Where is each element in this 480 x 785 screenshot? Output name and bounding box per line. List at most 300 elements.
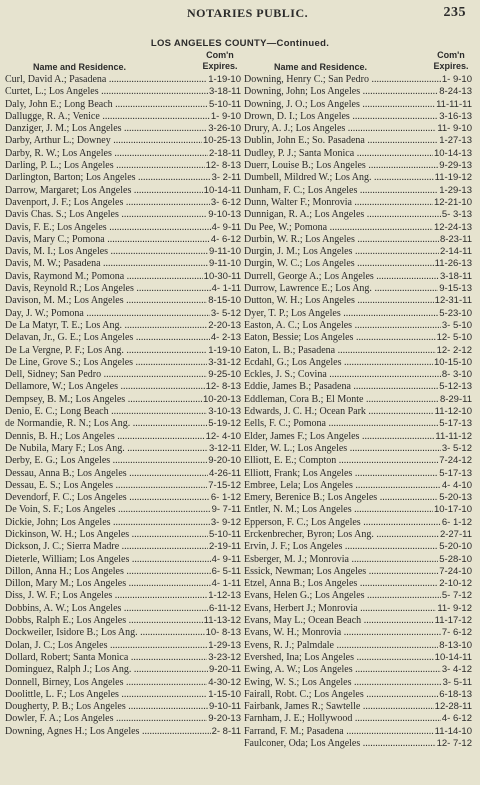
notary-name-residence: De Line, Grove S.; Los Angeles ..... [5, 357, 241, 369]
notary-entry [5, 713, 241, 725]
commission-expires: 1-12-13 [208, 590, 241, 602]
notary-name-residence: Dollard, Robert; Santa Monica ..... [5, 652, 241, 664]
commission-expires: 2-19-11 [208, 541, 241, 553]
commission-expires: 11-11-11 [436, 98, 472, 110]
notary-name-residence: Durgin, J. M.; Los Angeles ..... [244, 246, 472, 258]
commission-expires: 5-17-13 [439, 418, 472, 430]
notary-entry [244, 295, 472, 307]
notary-name-residence: Downing, John; Los Angeles ..... [244, 86, 472, 98]
notary-name-residence: Dyer, T. P.; Los Angeles ..... [244, 308, 472, 320]
commission-expires: 1- 9-10 [210, 110, 241, 122]
commission-expires: 7- 6-12 [441, 627, 472, 639]
notary-entry [244, 541, 472, 553]
notary-entry [5, 246, 241, 258]
commission-expires: 1-29-13 [208, 639, 241, 651]
commission-expires: 3-10-13 [208, 406, 241, 418]
notary-name-residence: Daly, John E.; Long Beach ..... [5, 99, 241, 111]
notary-name-residence: Doolittle, L. F.; Los Angeles ..... [5, 689, 241, 701]
notary-name-residence: Darling, P. L.; Los Angeles ..... [5, 160, 241, 172]
commission-expires: 3- 5-12 [210, 307, 241, 319]
notary-name-residence: Du Pee, W.; Pomona ..... [244, 222, 472, 234]
commission-expires: 6-11-12 [208, 602, 241, 614]
notary-name-residence: Erckenbrecher, Byron; Los Ang. ..... [244, 529, 472, 541]
notary-entry [5, 271, 241, 283]
notary-entry [244, 480, 472, 492]
commission-expires: 3-18-11 [439, 270, 472, 282]
commission-expires: 11-26-13 [434, 258, 472, 270]
notary-entry [5, 517, 241, 529]
notary-entry [244, 529, 472, 541]
notary-name-residence: Dessau, Anna B.; Los Angeles ..... [5, 468, 241, 480]
commission-expires: 9-10-13 [208, 209, 241, 221]
notary-name-residence: Elliott, E. E.; Compton ..... [244, 455, 472, 467]
commission-expires: 3-18-11 [208, 86, 241, 98]
commission-expires: 9-15-13 [439, 283, 472, 295]
commission-expires: 5- 7-12 [441, 590, 472, 602]
commission-expires: 3-31-12 [208, 356, 241, 368]
running-title: NOTARIES PUBLIC. [187, 6, 309, 20]
commission-expires: 4- 4-10 [441, 479, 472, 491]
notary-entry [244, 701, 472, 713]
notary-name-residence: Duerr, Louise B.; Los Angeles ..... [244, 160, 472, 172]
notary-entry [244, 234, 472, 246]
notary-entry [244, 726, 472, 738]
notary-entry [5, 148, 241, 160]
notary-entry [244, 517, 472, 529]
commission-expires: 8- 3-10 [441, 369, 472, 381]
commission-expires: 9-11-10 [208, 258, 241, 270]
commission-expires: 10-15-10 [433, 356, 472, 368]
notary-name-residence: Dempsey, B. M.; Los Angeles ..... [5, 394, 241, 406]
commission-expires: 4- 6-12 [210, 233, 241, 245]
notary-entry [5, 258, 241, 270]
commission-expires: 7-24-12 [439, 455, 472, 467]
commission-expires: 3- 5-11 [442, 676, 472, 688]
notary-name-residence: Dougherty, P. B.; Los Angeles ..... [5, 701, 241, 713]
section-title: LOS ANGELES COUNTY—Continued. [150, 38, 330, 49]
notary-entry [244, 209, 472, 221]
notary-name-residence: Eaton, Bessie; Los Angeles ..... [244, 332, 472, 344]
notary-entry [244, 320, 472, 332]
notary-entry [244, 443, 472, 455]
notary-entry [5, 332, 241, 344]
notary-entry [244, 332, 472, 344]
commission-expires: 12- 8-13 [205, 160, 241, 172]
commission-expires: 4- 2-13 [210, 332, 241, 344]
notary-name-residence: Eells, F. C.; Pomona ..... [244, 418, 472, 430]
notary-entry [5, 726, 241, 738]
notary-name-residence: Donnell, Birney, Los Angeles ..... [5, 677, 241, 689]
notary-name-residence: Darby, R. W.; Los Angeles ..... [5, 148, 241, 160]
notary-name-residence: Epperson, F. C.; Los Angeles ..... [244, 517, 472, 529]
commission-expires: 12- 7-12 [436, 738, 472, 750]
notary-entry [5, 652, 241, 664]
commission-expires: 9-10-11 [208, 701, 241, 713]
notary-entry [5, 320, 241, 332]
commission-expires: 10-14-13 [433, 147, 472, 159]
commission-expires: 10-17-10 [433, 504, 472, 516]
notary-name-residence: Dudley, P. J.; Santa Monica ..... [244, 148, 472, 160]
notary-name-residence: Downing, Agnes H.; Los Angeles ..... [5, 726, 241, 738]
commission-expires: 5-20-10 [439, 541, 472, 553]
notary-name-residence: Evans, W. H.; Monrovia ..... [244, 627, 472, 639]
notary-name-residence: Ewing, A. W.; Los Angeles ..... [244, 664, 472, 676]
notary-entry [5, 541, 241, 553]
notary-name-residence: Dillon, Anna H.; Los Angeles ..... [5, 566, 241, 578]
notary-entry [5, 222, 241, 234]
notary-name-residence: Elder, W. L.; Los Angeles ..... [244, 443, 472, 455]
commission-expires: 9-29-13 [439, 160, 472, 172]
commission-expires: 4-26-11 [208, 467, 241, 479]
commission-expires: 9-25-10 [208, 369, 241, 381]
commission-expires: 2- 8-11 [211, 725, 241, 737]
commission-expires: 3- 9-12 [210, 516, 241, 528]
notary-name-residence: Easton, A. C.; Los Angeles ..... [244, 320, 472, 332]
notary-entry [5, 480, 241, 492]
notary-entry [244, 86, 472, 98]
commission-expires: 3- 6-12 [210, 196, 241, 208]
notary-entry [244, 406, 472, 418]
notary-name-residence: Durrell, George A.; Los Angeles ..... [244, 271, 472, 283]
notary-entry [5, 431, 241, 443]
notary-name-residence: Dowler, F. A.; Los Angeles ..... [5, 713, 241, 725]
commission-expires: 2-20-13 [208, 319, 241, 331]
notary-name-residence: Dellamore, W.; Los Angeles ..... [5, 381, 241, 393]
notary-name-residence: Evans, Helen G.; Los Angeles ..... [244, 590, 472, 602]
commission-expires: 8-24-13 [439, 86, 472, 98]
notary-entry [5, 701, 241, 713]
notary-name-residence: Farrand, F. M.; Pasadena ..... [244, 726, 472, 738]
commission-expires: 9-20-10 [208, 455, 241, 467]
commission-expires: 5-10-11 [208, 528, 241, 540]
notary-name-residence: Evershed, Ina; Los Angeles ..... [244, 652, 472, 664]
commission-expires: 6- 1-12 [210, 492, 241, 504]
notary-name-residence: Esberger, M. J.; Monrovia ..... [244, 554, 472, 566]
commission-expires: 3- 5-12 [441, 442, 472, 454]
notary-name-residence: Durrow, Lawrence E.; Los Ang. ..... [244, 283, 472, 295]
commission-expires: 1-15-10 [208, 688, 241, 700]
notary-name-residence: Dumbell, Mildred W.; Los Ang. ..... [244, 172, 472, 184]
notary-entry [5, 677, 241, 689]
commission-expires: 12- 8-13 [205, 381, 241, 393]
notary-entry [244, 160, 472, 172]
commission-expires: 2-18-11 [208, 147, 241, 159]
commission-expires: 11- 9-12 [437, 602, 472, 614]
notary-entry [244, 246, 472, 258]
commission-expires: 11-19-12 [434, 172, 472, 184]
notary-name-residence: Darby, Arthur L.; Downey ..... [5, 135, 241, 147]
notary-entry [5, 345, 241, 357]
notary-entry [244, 566, 472, 578]
notary-name-residence: Davenport, J. F.; Los Angeles ..... [5, 197, 241, 209]
notary-entry [5, 529, 241, 541]
notary-name-residence: Evans, Herbert J.; Monrovia ..... [244, 603, 472, 615]
notary-entry [5, 111, 241, 123]
notary-entry [244, 615, 472, 627]
notary-name-residence: Downing, J. O.; Los Angeles ..... [244, 99, 472, 111]
notary-entry [244, 258, 472, 270]
commission-expires: 5-12-13 [439, 381, 472, 393]
notary-name-residence: Eckles, J. S.; Covina ..... [244, 369, 472, 381]
commission-expires: 2-14-11 [439, 246, 472, 258]
commission-expires: 7-15-12 [208, 479, 241, 491]
notary-name-residence: Darrow, Margaret; Los Angeles ..... [5, 185, 241, 197]
commission-expires: 9-20-11 [208, 664, 241, 676]
notary-name-residence: Durgin, W. C.; Los Angeles ..... [244, 258, 472, 270]
notary-name-residence: Dillon, Mary M.; Los Angeles ..... [5, 578, 241, 590]
notary-name-residence: Drown, D. I.; Los Angeles ..... [244, 111, 472, 123]
notary-name-residence: Davis, M. I.; Los Angeles ..... [5, 246, 241, 258]
commission-expires: 6-18-13 [439, 688, 472, 700]
commission-expires: 10- 8-13 [205, 627, 241, 639]
notary-entry [5, 369, 241, 381]
notary-name-residence: Davis Chas. S.; Los Angeles ..... [5, 209, 241, 221]
notary-entry [244, 603, 472, 615]
notary-entry [244, 468, 472, 480]
commission-expires: 3- 5-10 [441, 319, 472, 331]
commission-expires: 2-10-12 [439, 578, 472, 590]
notary-name-residence: Dunn, Walter F.; Monrovia ..... [244, 197, 472, 209]
running-header [0, 6, 480, 20]
commission-expires: 8-15-10 [208, 295, 241, 307]
notary-entry [5, 172, 241, 184]
notary-name-residence: Dickie, John; Los Angeles ..... [5, 517, 241, 529]
notary-name-residence: Darlington, Barton; Los Angeles ..... [5, 172, 241, 184]
notary-entry [5, 640, 241, 652]
commission-expires: 12-28-11 [434, 701, 472, 713]
notary-entry [5, 627, 241, 639]
notary-name-residence: Davis, Mary C.; Pomona ..... [5, 234, 241, 246]
notary-name-residence: Fairbank, James R.; Sawtelle ..... [244, 701, 472, 713]
notary-entry [244, 283, 472, 295]
commission-expires: 2-27-11 [439, 528, 472, 540]
notary-entry [244, 135, 472, 147]
notary-entry [5, 234, 241, 246]
notary-entry [244, 652, 472, 664]
commission-expires: 10-20-13 [202, 393, 241, 405]
notary-entry [244, 357, 472, 369]
notary-entry [5, 492, 241, 504]
notary-name-residence: Dessau, E. S.; Los Angeles ..... [5, 480, 241, 492]
commission-expires: 5-19-12 [208, 418, 241, 430]
commission-expires: 12-31-11 [434, 295, 472, 307]
notary-entry [5, 590, 241, 602]
commission-expires: 11-13-12 [203, 615, 241, 627]
commission-expires: 1- 9-10 [441, 74, 472, 85]
notary-entry [5, 394, 241, 406]
expires-label-line2: Expires. [433, 61, 469, 71]
expires-label [199, 50, 241, 72]
notary-entry [5, 689, 241, 701]
notary-entry [244, 74, 472, 86]
notary-entry [244, 222, 472, 234]
notary-name-residence: De Nubila, Mary F.; Los Ang. ..... [5, 443, 241, 455]
notary-name-residence: Davison, M. M.; Los Angeles ..... [5, 295, 241, 307]
notary-name-residence: De La Matyr, T. E.; Los Ang. ..... [5, 320, 241, 332]
notary-name-residence: Dublin, John E.; So. Pasadena ..... [244, 135, 472, 147]
notary-entry [5, 566, 241, 578]
notary-name-residence: Etzel, Anna B.; Los Angeles ..... [244, 578, 472, 590]
commission-expires: 3- 2-11 [211, 172, 241, 184]
notary-entry [244, 172, 472, 184]
notary-entry [244, 431, 472, 443]
notary-entry [244, 738, 472, 750]
notary-name-residence: Dobbins, A. W.; Los Angeles ..... [5, 603, 241, 615]
notary-name-residence: Danziger, J. M.; Los Angeles ..... [5, 123, 241, 135]
notary-entry [244, 99, 472, 111]
expires-label-line1: Com'n [206, 50, 234, 60]
commission-expires: 4- 1-11 [211, 283, 241, 295]
commission-expires: 1-19-10 [208, 74, 241, 85]
notary-name-residence: Dallugge, R. A.; Venice ..... [5, 111, 241, 123]
commission-expires: 8-29-11 [439, 393, 472, 405]
notary-name-residence: Dockweiler, Isidore B.; Los Ang. ..... [5, 627, 241, 639]
notary-entry [244, 148, 472, 160]
notary-entry [244, 713, 472, 725]
notary-name-residence: De La Vergne, P. F.; Los Ang. ..... [5, 345, 241, 357]
notary-name-residence: Eddie, James B.; Pasadena ..... [244, 381, 472, 393]
notary-name-residence: Dell, Sidney; San Pedro ..... [5, 369, 241, 381]
commission-expires: 9-11-10 [208, 246, 241, 258]
notary-name-residence: Drury, A. J.; Los Angeles ..... [244, 123, 472, 135]
notary-name-residence: Delavan, Jr., G. E.; Los Angeles ..... [5, 332, 241, 344]
notary-entry [244, 492, 472, 504]
commission-expires: 12-24-13 [433, 221, 472, 233]
right-column [244, 50, 472, 750]
notary-name-residence: Ervin, J. F.; Los Angeles ..... [244, 541, 472, 553]
notary-entry [5, 74, 241, 86]
notary-entry [5, 209, 241, 221]
notary-entry [5, 160, 241, 172]
notary-entry [5, 381, 241, 393]
commission-expires: 8-23-11 [439, 233, 472, 245]
commission-expires: 11-14-10 [434, 725, 472, 737]
notary-entry [244, 197, 472, 209]
commission-expires: 3-26-10 [208, 123, 241, 135]
notary-entry [244, 123, 472, 135]
notary-name-residence: Devendorf, F. C.; Los Angeles ..... [5, 492, 241, 504]
commission-expires: 4- 6-12 [441, 713, 472, 725]
notary-name-residence: Emery, Berenice B.; Los Angeles ..... [244, 492, 472, 504]
page-number: 235 [443, 5, 466, 20]
commission-expires: 11- 9-10 [437, 123, 472, 135]
notary-name-residence: Dieterle, William; Los Angeles ..... [5, 554, 241, 566]
notary-entry [5, 455, 241, 467]
expires-label-line1: Com'n [437, 50, 465, 60]
notary-entry [5, 135, 241, 147]
commission-expires: 3-12-11 [208, 442, 241, 454]
commission-expires: 5-28-10 [439, 553, 472, 565]
commission-expires: 12- 5-10 [436, 332, 472, 344]
commission-expires: 1-29-13 [439, 184, 472, 196]
notary-name-residence: De Voin, S. F.; Los Angeles ..... [5, 504, 241, 516]
notary-entry [5, 283, 241, 295]
notary-entry [244, 185, 472, 197]
commission-expires: 1-19-10 [208, 344, 241, 356]
notary-name-residence: de Normandie, R. N.; Los Ang. ..... [5, 418, 241, 430]
notary-entry [244, 640, 472, 652]
commission-expires: 10-30-11 [203, 270, 241, 282]
commission-expires: 3-16-13 [439, 110, 472, 122]
notary-entry [5, 443, 241, 455]
notary-name-residence: Davis, Reynold R.; Los Angeles ..... [5, 283, 241, 295]
commission-expires: 11-11-12 [435, 430, 472, 442]
notary-name-residence: Dunham, F. C.; Los Angeles ..... [244, 185, 472, 197]
notary-name-residence: Diss, J. W. F.; Los Angeles ..... [5, 590, 241, 602]
notary-name-residence: Dickson, J. C.; Sierra Madre ..... [5, 541, 241, 553]
notary-entry [244, 418, 472, 430]
commission-expires: 12- 4-10 [205, 430, 241, 442]
commission-expires: 10-25-13 [202, 135, 241, 147]
commission-expires: 11-17-12 [434, 615, 472, 627]
notary-entry [5, 504, 241, 516]
left-column [5, 50, 241, 738]
commission-expires: 5-17-13 [439, 467, 472, 479]
notary-name-residence: Farnham, J. E.; Hollywood ..... [244, 713, 472, 725]
commission-expires: 11-12-10 [434, 406, 472, 418]
notary-name-residence: Dobbs, Ralph E.; Los Angeles ..... [5, 615, 241, 627]
notary-entry [5, 664, 241, 676]
name-residence-label: Name and Residence. [274, 62, 368, 72]
notary-name-residence: Essick, Newman; Los Angeles ..... [244, 566, 472, 578]
commission-expires: 4-30-12 [208, 676, 241, 688]
right-column-header [244, 50, 472, 74]
commission-expires: 10-14-11 [203, 184, 241, 196]
notary-name-residence: Elliott, Frank; Los Angeles ..... [244, 468, 472, 480]
notary-name-residence: Derby, E. G.; Los Angeles ..... [5, 455, 241, 467]
commission-expires: 6- 1-12 [441, 516, 472, 528]
notary-name-residence: Fairall, Robt. C.; Los Angeles ..... [244, 689, 472, 701]
notary-entry [244, 677, 472, 689]
notary-name-residence: Day, J. W.; Pomona ..... [5, 308, 241, 320]
notary-name-residence: Ewing, W. S.; Los Angeles ..... [244, 677, 472, 689]
notary-name-residence: Dennis, B. H.; Los Angeles ..... [5, 431, 241, 443]
name-residence-label: Name and Residence. [33, 62, 127, 72]
notary-entry [5, 468, 241, 480]
commission-expires: 1-27-13 [439, 135, 472, 147]
notary-entry [5, 578, 241, 590]
notary-entry [244, 627, 472, 639]
notary-name-residence: Evens, R. J.; Palmdale ..... [244, 640, 472, 652]
expires-label [430, 50, 472, 72]
notary-name-residence: Dunnigan, R. A.; Los Angeles ..... [244, 209, 472, 221]
commission-expires: 3- 4-12 [441, 664, 472, 676]
notary-entry [244, 381, 472, 393]
notary-name-residence: Embree, Lela; Los Angeles ..... [244, 480, 472, 492]
commission-expires: 12-21-10 [433, 196, 472, 208]
commission-expires: 6- 5-11 [211, 565, 241, 577]
notary-entry [5, 418, 241, 430]
notary-entry [244, 394, 472, 406]
commission-expires: 4- 9-11 [211, 553, 241, 565]
commission-expires: 5- 3-13 [441, 209, 472, 221]
notary-name-residence: Ecdahl, G.; Los Angeles ..... [244, 357, 472, 369]
left-entries [5, 74, 241, 738]
notary-entry [244, 111, 472, 123]
notary-name-residence: Elder, James F.; Los Angeles ..... [244, 431, 472, 443]
notary-entry [244, 578, 472, 590]
notary-name-residence: Downing, Henry C.; San Pedro ..... [244, 74, 472, 86]
notary-name-residence: Curtet, L.; Los Angeles ..... [5, 86, 241, 98]
notary-entry [5, 185, 241, 197]
commission-expires: 10-14-11 [434, 651, 472, 663]
commission-expires: 4- 1-11 [211, 578, 241, 590]
notary-entry [244, 308, 472, 320]
notary-entry [5, 99, 241, 111]
commission-expires: 7-24-10 [439, 565, 472, 577]
notary-entry [5, 86, 241, 98]
commission-expires: 5-20-13 [439, 492, 472, 504]
